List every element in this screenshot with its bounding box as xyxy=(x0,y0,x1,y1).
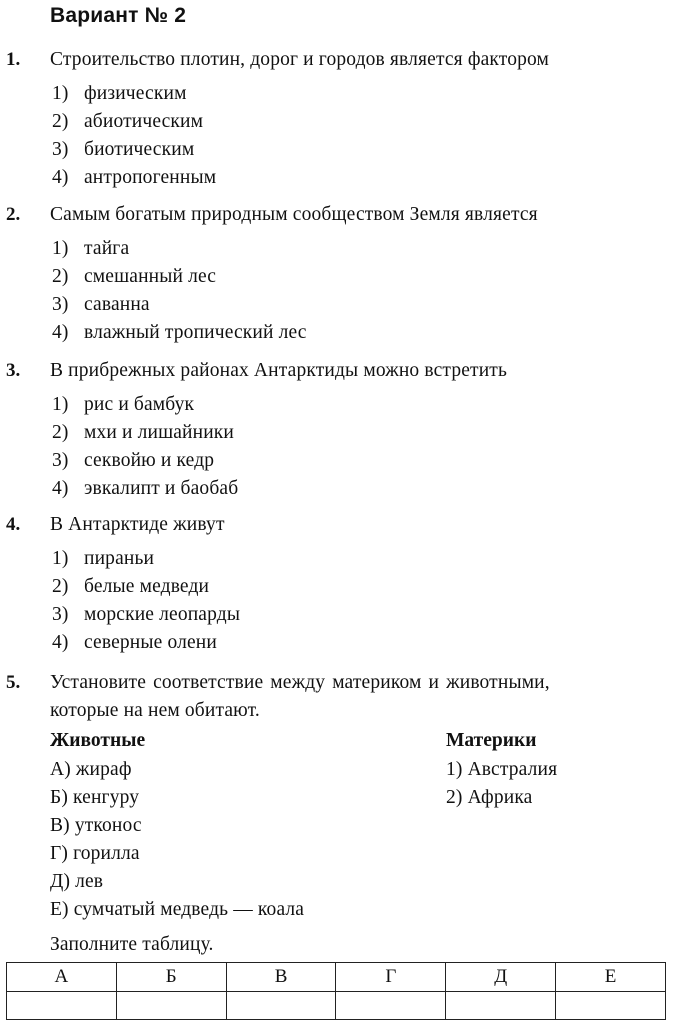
question-text: Установите соответствие между материком и животными, xyxy=(50,672,550,693)
option-number: 1) xyxy=(52,394,69,415)
answer-option[interactable] xyxy=(52,450,214,472)
question-text-continued: которые на нем обитают. xyxy=(50,700,260,721)
option-number: 1) xyxy=(52,238,69,259)
option-text: пираньи xyxy=(84,548,155,569)
question-text: Самым богатым природным сообществом Земля является xyxy=(50,204,538,225)
continent-item: 2) Африка xyxy=(446,787,533,808)
question-number: 4. xyxy=(6,514,21,535)
animals-header: Животные xyxy=(50,730,146,751)
option-number: 1) xyxy=(52,548,69,569)
question-number: 5. xyxy=(6,672,21,693)
answer-option[interactable] xyxy=(52,576,209,598)
answer-option[interactable] xyxy=(52,322,307,344)
answer-option[interactable] xyxy=(52,604,240,626)
option-number: 4) xyxy=(52,322,69,343)
option-text: белые медведи xyxy=(84,576,210,597)
answer-table-header: В xyxy=(226,963,336,992)
option-number: 2) xyxy=(52,266,69,287)
answer-table-input-row xyxy=(7,992,666,1020)
answer-cell[interactable] xyxy=(226,992,336,1020)
option-text: абиотическим xyxy=(84,111,204,132)
answer-cell[interactable] xyxy=(116,992,226,1020)
option-number: 1) xyxy=(52,83,69,104)
animal-item: Б) кенгуру xyxy=(50,787,140,808)
option-text: тайга xyxy=(84,238,130,259)
option-number: 4) xyxy=(52,632,69,653)
question-number: 2. xyxy=(6,204,21,225)
answer-option[interactable] xyxy=(52,478,238,500)
answer-option[interactable] xyxy=(52,294,150,316)
option-text: биотическим xyxy=(84,139,195,160)
answer-option[interactable] xyxy=(52,632,217,654)
option-number: 3) xyxy=(52,139,69,160)
fill-table-instruction: Заполните таблицу. xyxy=(50,934,214,955)
animal-item: Е) сумчатый медведь — коала xyxy=(50,899,305,920)
option-text: физическим xyxy=(84,83,187,104)
question-text: В Антарктиде живут xyxy=(50,514,225,535)
option-number: 3) xyxy=(52,450,69,471)
question-text: В прибрежных районах Антарктиды можно встретить xyxy=(50,360,507,381)
answer-table-header: Б xyxy=(116,963,226,992)
option-number: 4) xyxy=(52,478,69,499)
option-text: антропогенным xyxy=(84,167,217,188)
option-text: секвойю и кедр xyxy=(84,450,215,471)
option-text: влажный тропический лес xyxy=(84,322,307,343)
option-number: 2) xyxy=(52,111,69,132)
question-number: 1. xyxy=(6,49,21,70)
answer-option[interactable] xyxy=(52,548,154,570)
option-text: саванна xyxy=(84,294,150,315)
variant-title: Вариант № 2 xyxy=(50,4,187,27)
answer-option[interactable] xyxy=(52,266,216,288)
answer-option[interactable] xyxy=(52,394,194,416)
answer-option[interactable] xyxy=(52,139,194,161)
animal-item: Г) горилла xyxy=(50,843,140,864)
answer-option[interactable] xyxy=(52,422,234,444)
option-number: 4) xyxy=(52,167,69,188)
answer-table-header-row xyxy=(7,963,666,992)
continents-header: Материки xyxy=(446,730,537,751)
option-number: 3) xyxy=(52,604,69,625)
answer-cell[interactable] xyxy=(7,992,117,1020)
answer-option[interactable] xyxy=(52,238,129,260)
answer-table-header: Е xyxy=(556,963,666,992)
animal-item: А) жираф xyxy=(50,759,132,780)
option-number: 3) xyxy=(52,294,69,315)
answer-table-header: Д xyxy=(446,963,556,992)
option-text: эвкалипт и баобаб xyxy=(84,478,239,499)
option-text: северные олени xyxy=(84,632,217,653)
answer-table-header: А xyxy=(7,963,117,992)
option-text: морские леопарды xyxy=(84,604,241,625)
animal-item: Д) лев xyxy=(50,871,104,892)
answer-cell[interactable] xyxy=(336,992,446,1020)
option-text: мхи и лишайники xyxy=(84,422,235,443)
question-text: Строительство плотин, дорог и городов является фактором xyxy=(50,49,550,70)
option-text: рис и бамбук xyxy=(84,394,195,415)
answer-option[interactable] xyxy=(52,83,187,105)
answer-table-header: Г xyxy=(336,963,446,992)
option-number: 2) xyxy=(52,422,69,443)
continent-item: 1) Австралия xyxy=(446,759,558,780)
answer-cell[interactable] xyxy=(446,992,556,1020)
animal-item: В) утконос xyxy=(50,815,142,836)
question-number: 3. xyxy=(6,360,21,381)
option-number: 2) xyxy=(52,576,69,597)
answer-cell[interactable] xyxy=(556,992,666,1020)
answer-option[interactable] xyxy=(52,111,203,133)
answer-table xyxy=(6,962,666,1020)
option-text: смешанный лес xyxy=(84,266,217,287)
answer-option[interactable] xyxy=(52,167,216,189)
